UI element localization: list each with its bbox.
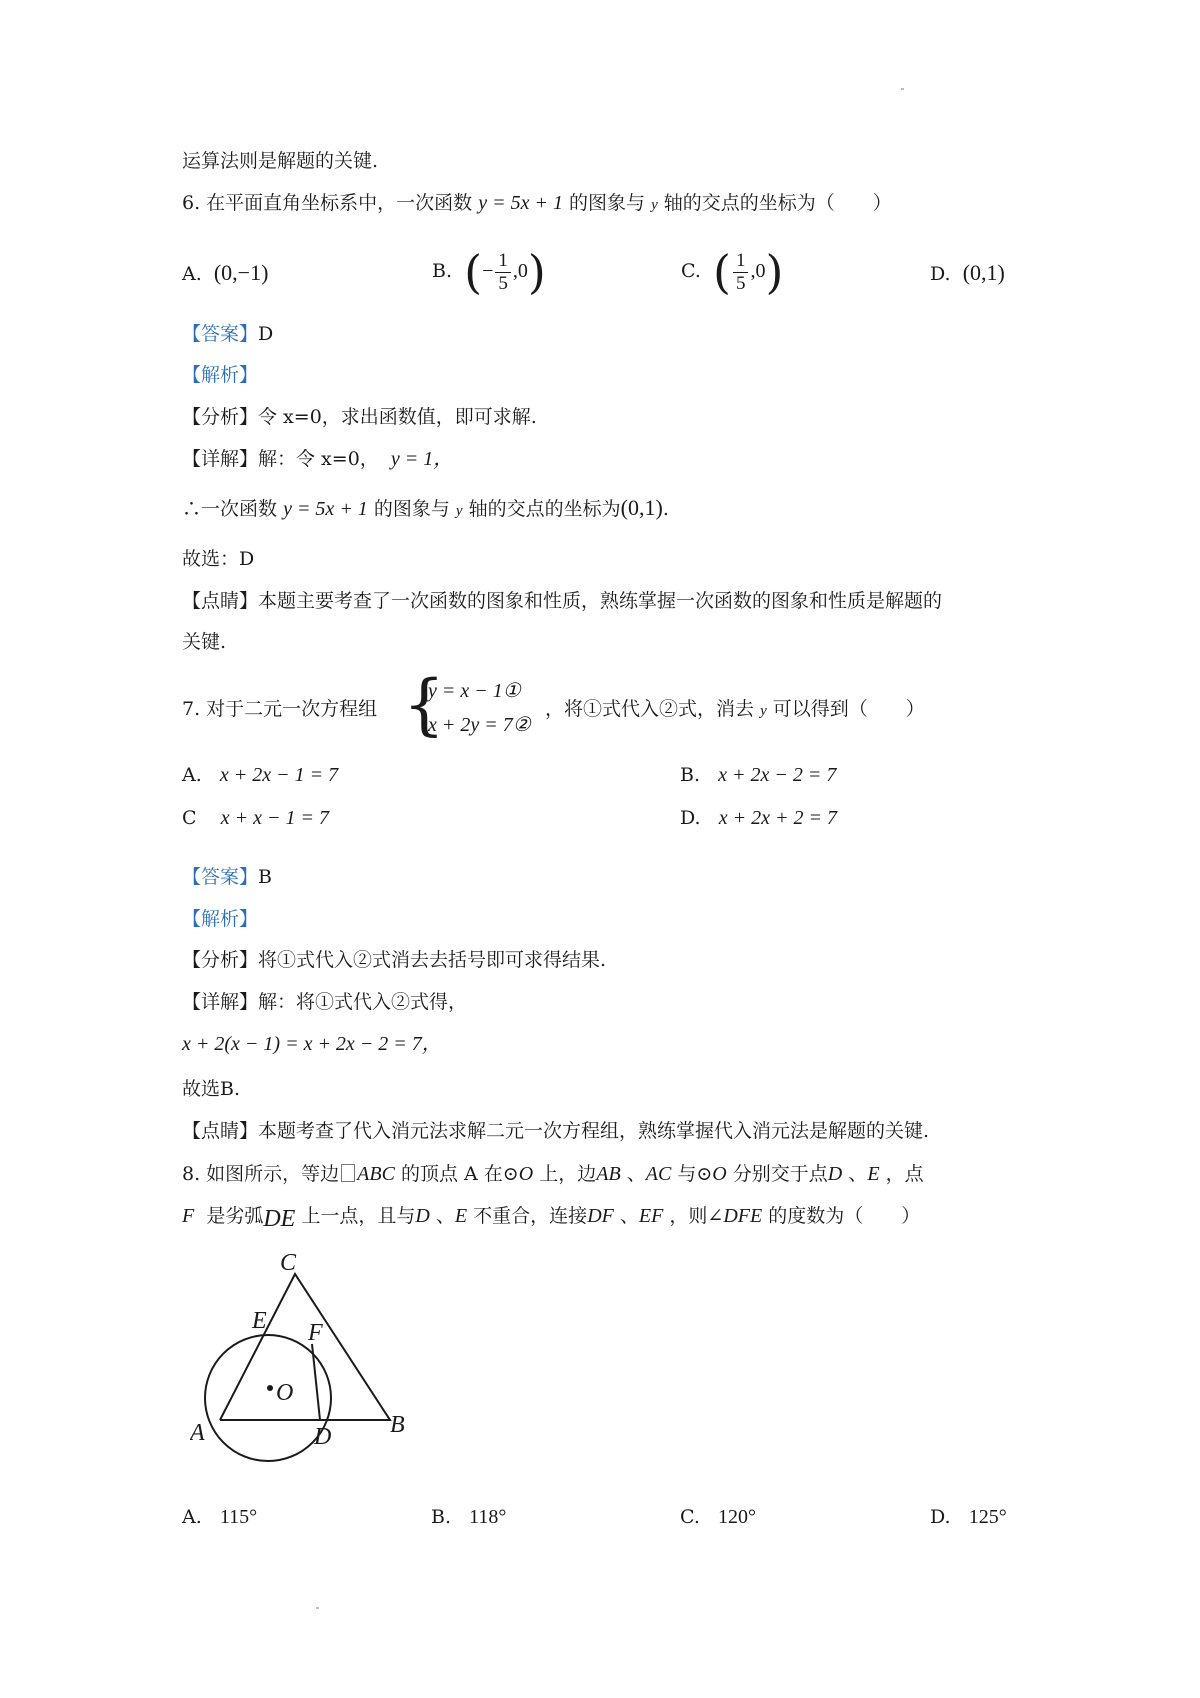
q6-therefore: ∴一次函数 y = 5x + 1 的图象与 y 轴的交点的坐标为(0,1).	[182, 495, 669, 520]
center-point-o	[267, 1385, 273, 1391]
q6-analysis: 【分析】令 x=0，求出函数值，即可求解.	[182, 406, 537, 428]
label-a: A	[190, 1420, 205, 1446]
q8-option-a: A. 115°	[182, 1506, 258, 1528]
q6-function: y = 5x + 1	[478, 192, 563, 214]
label-e: E	[252, 1308, 267, 1334]
q8-stem-line2: F 是劣弧DE 上一点，且与D 、E 不重合，连接DF 、EF ，则∠DFE 的度数为（ ）	[182, 1205, 921, 1232]
segment-df	[312, 1344, 320, 1420]
q8-stem-line1: 8. 如图所示，等边 ABC 的顶点 A 在⊙O 上，边AB 、AC 与⊙O 分别交于点D 、E ，点	[182, 1163, 924, 1185]
q6-detail: 【详解】解：令 x=0， y = 1，	[182, 448, 454, 470]
q7-detail: 【详解】解：将①式代入②式得，	[182, 991, 468, 1013]
q6-option-a: A. (0,−1)	[182, 260, 269, 285]
q7-option-d: D. x + 2x + 2 = 7	[680, 807, 837, 829]
intro-line: 运算法则是解题的关键.	[182, 150, 379, 172]
label-o: O	[276, 1380, 294, 1406]
label-f: F	[308, 1320, 323, 1346]
q8-option-b: B. 118°	[431, 1506, 507, 1528]
system-eq1: y = x − 1①	[428, 680, 521, 702]
q7-option-c: C x + x − 1 = 7	[182, 807, 329, 829]
q6-stem: 6. 在平面直角坐标系中，一次函数 y = 5x + 1 的图象与 y 轴的交点的坐标为（ ）	[182, 192, 892, 214]
q8-figure	[190, 1248, 430, 1488]
label-c: C	[280, 1250, 297, 1276]
q8-option-d: D. 125°	[930, 1506, 1007, 1528]
q7-calc: x + 2(x − 1) = x + 2x − 2 = 7，	[182, 1033, 442, 1055]
q6-option-d: D. (0,1)	[930, 260, 1005, 285]
q7-comment: 【点睛】本题考查了代入消元法求解二元一次方程组，熟练掌握代入消元法是解题的关键.	[182, 1120, 930, 1142]
q7-option-a: A. x + 2x − 1 = 7	[182, 764, 339, 786]
q6-comment: 【点睛】本题主要考查了一次函数的图象和性质，熟练掌握一次函数的图象和性质是解题的	[182, 590, 943, 612]
q6-answer: 【答案】D	[182, 323, 274, 345]
q7-choose: 故选B.	[182, 1078, 241, 1100]
q6-option-b: B. (− $\frac{1}{5}$ ,0)	[432, 245, 546, 299]
system-brace: {	[403, 666, 445, 743]
q6-choose: 故选：D	[182, 548, 255, 570]
q7-stem: 7. 对于二元一次方程组	[182, 698, 378, 720]
system-eq2: x + 2y = 7②	[428, 714, 531, 736]
q7-answer: 【答案】B	[182, 866, 272, 888]
q7-jiexi: 【解析】	[182, 908, 259, 930]
q7-stem-tail: ，将①式代入②式，消去 y 可以得到（ ）	[545, 698, 925, 720]
label-b: B	[390, 1412, 405, 1438]
missing-glyph-box	[341, 1164, 355, 1182]
q7-option-b: B. x + 2x − 2 = 7	[680, 764, 837, 786]
scan-speck	[901, 88, 904, 90]
scan-speck	[316, 1607, 319, 1609]
q6-option-c: C. ( $\frac{1}{5}$ ,0)	[681, 245, 784, 299]
q8-option-c: C. 120°	[680, 1506, 757, 1528]
q6-comment-cont: 关键.	[182, 631, 227, 653]
label-d: D	[314, 1424, 332, 1450]
q7-analysis: 【分析】将①式代入②式消去去括号即可求得结果.	[182, 949, 607, 971]
q6-jiexi: 【解析】	[182, 364, 259, 386]
